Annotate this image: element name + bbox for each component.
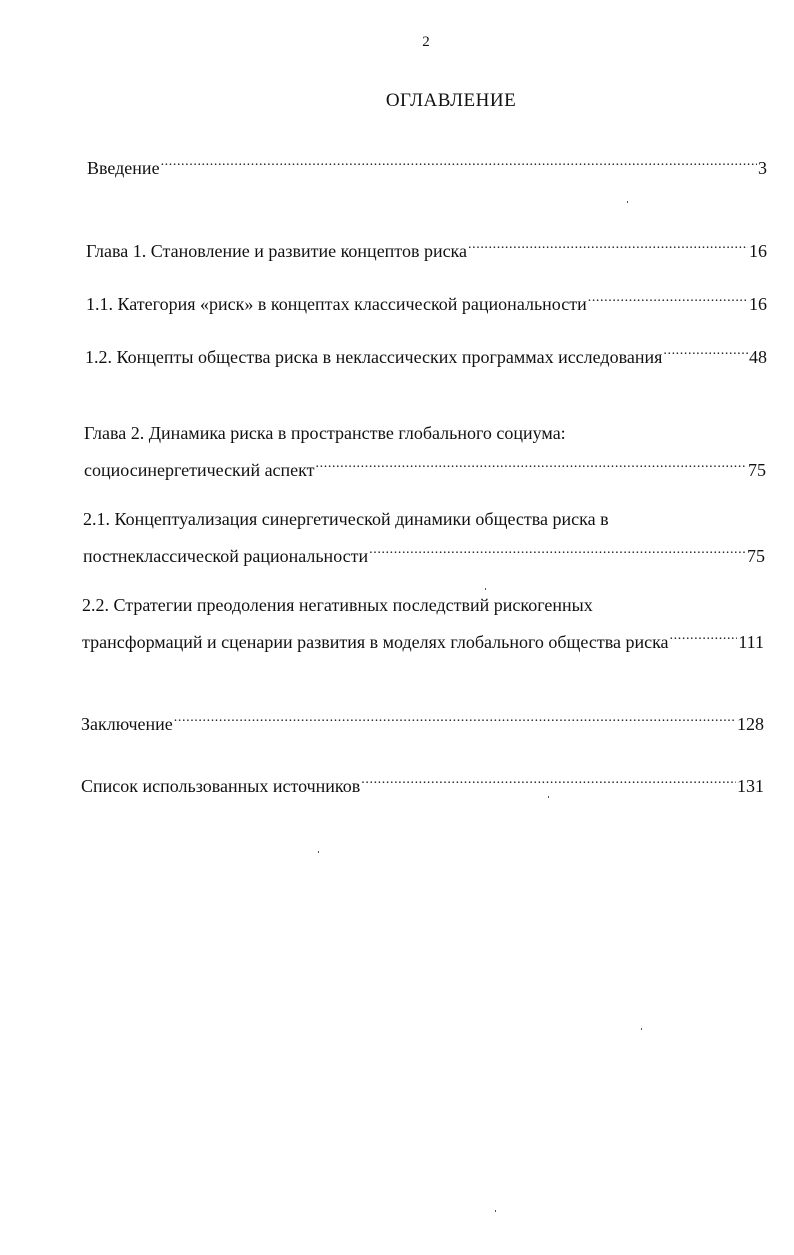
- toc-leader-dots: [670, 626, 738, 648]
- toc-entry-page: 111: [738, 632, 764, 652]
- page-number: 2: [422, 34, 430, 50]
- toc-leader-dots: [468, 235, 748, 257]
- toc-entry-page: 16: [749, 241, 767, 261]
- toc-leader-dots: [174, 708, 736, 730]
- scan-speck: [627, 201, 628, 203]
- toc-entry-page: 131: [737, 776, 764, 796]
- toc-entry-page: 128: [737, 714, 764, 734]
- toc-entry-text: трансформаций и сценарии развития в моделях глобального общества риска: [82, 632, 669, 652]
- toc-leader-dots: [588, 288, 748, 310]
- toc-leader-dots: [369, 540, 746, 562]
- toc-entry-page: 75: [747, 546, 765, 566]
- toc-entry-chapter-1: [86, 235, 767, 262]
- toc-entry-page: 48: [749, 347, 767, 367]
- toc-title: ОГЛАВЛЕНИЕ: [385, 90, 517, 111]
- scan-speck: [485, 588, 486, 590]
- toc-entry-page: 75: [748, 460, 766, 480]
- toc-entry-text: Введение: [87, 158, 160, 178]
- toc-entry-conclusion: [81, 708, 764, 735]
- toc-entry-chapter-2: [84, 454, 766, 481]
- toc-entry-section-1-1: [86, 288, 767, 315]
- toc-entry-section-2-2: [82, 626, 764, 653]
- scan-speck: [641, 1028, 642, 1030]
- toc-leader-dots: [161, 152, 757, 174]
- toc-entry-text: Заключение: [81, 714, 173, 734]
- toc-entry-chapter-2-line-1: Глава 2. Динамика риска в пространстве глобального социума:: [84, 423, 566, 443]
- scan-speck: [548, 796, 549, 798]
- toc-entry-references: [81, 770, 764, 797]
- toc-entry-section-2-2-line-1: 2.2. Стратегии преодоления негативных последствий рискогенных: [82, 595, 593, 615]
- toc-entry-text: Список использованных источников: [81, 776, 361, 796]
- toc-entry-text: Глава 1. Становление и развитие концептов риска: [86, 241, 468, 261]
- toc-leader-dots: [316, 454, 747, 476]
- toc-leader-dots: [663, 341, 748, 363]
- toc-entry-text: 1.2. Концепты общества риска в неклассических программах исследования: [85, 347, 663, 367]
- toc-entry-section-2-1: [83, 540, 765, 567]
- scan-speck: [318, 851, 319, 853]
- toc-entry-section-1-2: [85, 341, 767, 368]
- toc-entry-page: 16: [749, 294, 767, 314]
- scan-speck: [495, 1210, 496, 1212]
- toc-entry-section-2-1-line-1: 2.1. Концептуализация синергетической динамики общества риска в: [83, 509, 609, 529]
- toc-entry-introduction: [87, 152, 767, 179]
- toc-leader-dots: [361, 770, 736, 792]
- toc-entry-page: 3: [758, 158, 767, 178]
- toc-entry-text: 1.1. Категория «риск» в концептах классической рациональности: [86, 294, 587, 314]
- toc-entry-text: постнеклассической рациональности: [83, 546, 369, 566]
- toc-entry-text: социосинергетический аспект: [84, 460, 315, 480]
